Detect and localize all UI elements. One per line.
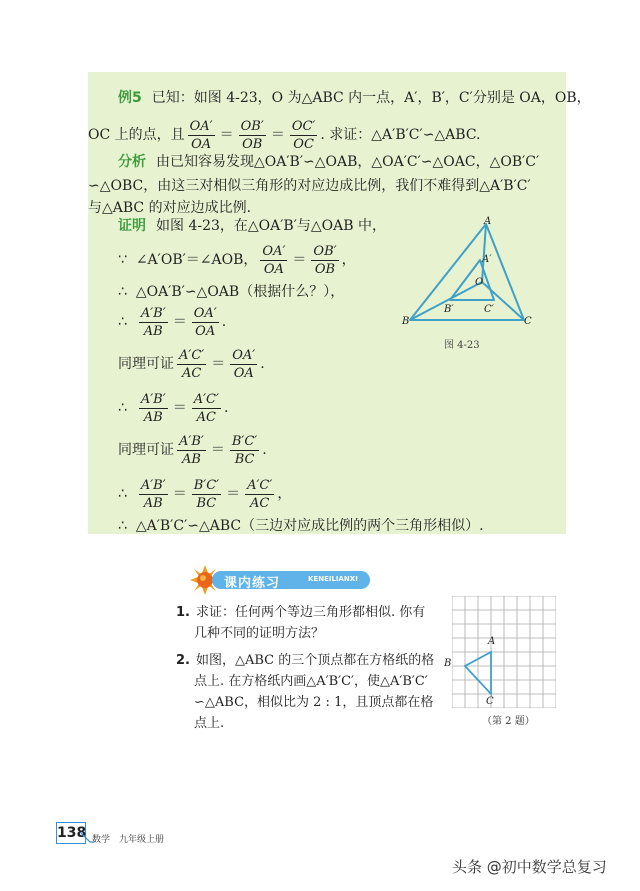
practice-banner (212, 571, 370, 589)
because-symbol: ∵ (118, 252, 127, 268)
book-title: 数学 九年级上册 (92, 835, 165, 845)
label-a-prime: A′ (482, 254, 492, 265)
exercise-1: 1. 求证：任何两个等边三角形都相似. 你有 几种不同的证明方法？ (176, 605, 426, 641)
grid-figure (452, 596, 556, 708)
grid-label-c: C (486, 696, 494, 707)
example-line-2: OC 上的点，且 $\frac{OA'}{OA}$ ＝ $\frac{OB'}{OB}$ ＝ $\frac{OC'}{OC}$ . 求证：△A′B′C′∽△ABC. (88, 118, 481, 152)
proof-line-9: ∴ △A′B′C′∽△ABC（三边对应成比例的两个三角形相似）. (118, 518, 484, 534)
label-o: O (475, 277, 484, 288)
practice-header (190, 565, 370, 595)
watermark: 头条 @初中数学总复习 (452, 858, 607, 876)
proof-line-4: ∴ $\frac{A'B'}{AB}$ ＝ $\frac{OA'}{OA}$ . (118, 305, 227, 339)
exercise-2: 2. 如图，△ABC 的三个顶点都在方格纸的格 点上. 在方格纸内画△A′B′C′，使△A′B′C′ ∽△ABC，相似比为 2 : 1，且顶点都在格 点上. (176, 653, 435, 731)
proof-label: 证明 (118, 218, 146, 234)
fraction: $\frac{OA'}{OA}$ (189, 118, 213, 152)
proof-line-1: 证明 如图 4-23，在△OA′B′与△OAB 中， (118, 218, 386, 234)
page-number: 138 (56, 822, 86, 844)
grid-label-b: B (444, 658, 452, 669)
example-label: 例5 (118, 90, 142, 106)
example-line-1 (118, 88, 591, 108)
label-c: C (524, 316, 532, 327)
proof-line-7: 同理可证 $\frac{A'B'}{AB}$ ＝ $\frac{B'C'}{BC}$ . (118, 433, 267, 467)
example-prove-text: . 求证：△A′B′C′∽△ABC. (320, 127, 481, 143)
figure-caption: 图 4-23 (444, 340, 480, 351)
practice-title: 课内练习 (224, 576, 281, 591)
proof-line-3: ∴ △OA′B′∽△OAB（根据什么？）， (118, 284, 345, 300)
proof-line-2: ∵ ∠A′OB′＝∠AOB， $\frac{OA'}{OA}$ ＝ $\frac{OB'}{OB}$ ， (118, 243, 356, 277)
therefore-symbol: ∴ (118, 284, 127, 300)
label-b-prime: B′ (444, 304, 454, 315)
practice-subtitle: KENEILIANXI (308, 575, 358, 583)
example-given-prefix: OC 上的点，且 (88, 127, 185, 143)
fraction: $\frac{OB'}{OB}$ (240, 118, 264, 152)
label-c-prime: C′ (484, 304, 494, 315)
analysis-label: 分析 (118, 154, 146, 170)
analysis-line-1: 分析 由已知容易发现△OA′B′∽△OAB，△OA′C′∽△OAC，△OB′C′ (118, 154, 540, 170)
triangle-figure (398, 216, 538, 334)
label-a: A (484, 216, 492, 227)
fraction: $\frac{OC'}{OC}$ (291, 118, 316, 152)
proof-line-8: ∴ $\frac{A'B'}{AB}$ ＝ $\frac{B'C'}{BC}$ ＝ $\frac{A'C'}{AC}$ ， (118, 477, 292, 511)
label-b: B (402, 316, 410, 327)
example-text: 已知：如图 4-23，O 为△ABC 内一点，A′，B′，C′分别是 OA，OB， (151, 90, 591, 106)
triangle-a1b1c1 (450, 260, 494, 300)
grid-caption: （第 2 题） (482, 716, 535, 727)
analysis-line-3: 与△ABC 的对应边成比例. (88, 200, 252, 216)
proof-line-6: ∴ $\frac{A'B'}{AB}$ ＝ $\frac{A'C'}{AC}$ . (118, 391, 229, 425)
grid-label-a: A (488, 636, 496, 647)
analysis-line-2: ∽△OBC，由这三对相似三角形的对应边成比例，我们不难得到△A′B′C′ (88, 178, 531, 194)
proof-line-5: 同理可证 $\frac{A'C'}{AC}$ ＝ $\frac{OA'}{OA}$ . (118, 347, 265, 381)
